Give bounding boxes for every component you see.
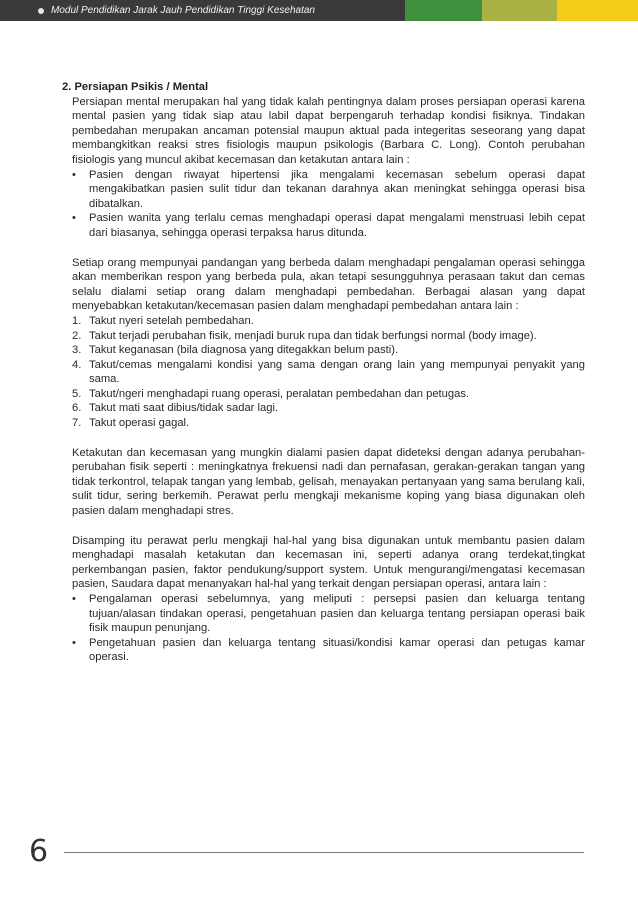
header-olive-block — [482, 0, 557, 21]
fear-paragraph: Setiap orang mempunyai pandangan yang berbeda dalam menghadapi pengalaman operasi sehingga akan memberikan respon yang berbeda pula, akan tetapi sesungguhnya perasaan takut dan cemas selalu dialami setiap orang dalam menghadapi pembedahan. Berbagai alasan yang dapat menyebabkan ketakutan/kecemasan pasien dalam menghadapi pembedahan antara lain : — [72, 256, 585, 313]
bullet-icon: • — [72, 636, 76, 649]
list-item: 5. Takut/ngeri menghadapi ruang operasi, peralatan pembedahan dan petugas. — [72, 387, 470, 400]
list-item: • Pengalaman operasi sebelumnya, yang meliputi : persepsi pasien dan keluarga tentang tujuan/alasan tindakan operasi, pengetahuan pasien dan keluarga tentang persiapan operasi baik fisik maupun penunjang. — [72, 593, 585, 635]
bullet-icon: • — [72, 168, 76, 181]
fear-list — [58, 314, 585, 431]
bullet-icon: • — [72, 212, 76, 225]
footer-divider — [64, 852, 584, 853]
header-yellow-block — [557, 0, 638, 21]
page-content — [58, 80, 585, 665]
header-title: Modul Pendidikan Jarak Jauh Pendidikan Tinggi Kesehatan — [51, 5, 315, 16]
list-item: • Pengetahuan pasien dan keluarga tentang situasi/kondisi kamar operasi dan petugas kamar operasi. — [72, 636, 585, 664]
list-item: 7. Takut operasi gagal. — [72, 417, 190, 430]
question-list — [58, 592, 585, 665]
list-item: 1. Takut nyeri setelah pembedahan. — [72, 314, 254, 327]
assessment-paragraph: Disamping itu perawat perlu mengkaji hal-hal yang bisa digunakan untuk membantu pasien dalam menghadapi masalah ketakutan dan kecemasan ini, seperti adanya orang terdekat,tingkat perkembangan pasien, faktor pendukung/support system. Untuk mengurangi/mengatasi kecemasan pasien, Saudara dapat menanyakan hal-hal yang terkait dengan persiapan operasi, antara lain : — [72, 534, 585, 591]
list-item: • Pasien dengan riwayat hipertensi jika mengalami kecemasan sebelum operasi dapat mengakibatkan pasien sulit tidur dan tekanan darahnya akan meningkat sehingga operasi bisa dibatalkan. — [72, 168, 585, 210]
detection-paragraph: Ketakutan dan kecemasan yang mungkin dialami pasien dapat dideteksi dengan adanya perubahan-perubahan fisik seperti : meningkatnya frekuensi nadi dan pernafasan, gerakan-gerakan tangan yang tidak terkontrol, telapak tangan yang lembab, gelisah, menayakan pertanyaan yang sama berulang kali, sulit tidur, sering berkemih. Perawat perlu mengkaji mekanisme koping yang biasa digunakan oleh pasien dalam menghadapi stres. — [72, 446, 585, 518]
list-item: 4. Takut/cemas mengalami kondisi yang sama dengan orang lain yang mempunyai penyakit yang sama. — [72, 358, 585, 386]
section-title: 2. Persiapan Psikis / Mental — [62, 81, 209, 93]
header-title-segment — [0, 0, 405, 21]
header-bar — [0, 0, 638, 21]
list-item: 3. Takut keganasan (bila diagnosa yang ditegakkan belum pasti). — [72, 344, 399, 357]
bullet-icon: • — [72, 593, 76, 605]
intro-paragraph: Persiapan mental merupakan hal yang tidak kalah pentingnya dalam proses persiapan operasi karena mental pasien yang tidak siap atau labil dapat berpengaruh terhadap kondisi fisiknya. Tindakan pembedahan merupakan ancaman potensial maupun aktual pada integeritas seseorang yang dapat membangkitkan reaksi stres fisiologis maupun psikologis (Barbara C. Long). Contoh perubahan fisiologis yang muncul akibat kecemasan dan ketakutan antara lain : — [72, 95, 585, 166]
example-list — [58, 168, 585, 241]
list-item: • Pasien wanita yang terlalu cemas menghadapi operasi dapat mengalami menstruasi lebih cepat dari biasanya, sehingga operasi terpaksa harus ditunda. — [72, 212, 585, 239]
list-item: 6. Takut mati saat dibius/tidak sadar lagi. — [72, 402, 279, 415]
bullet-dot-icon — [38, 8, 44, 14]
header-green-block — [405, 0, 482, 21]
page-number: 6 — [29, 834, 49, 869]
list-item: 2. Takut terjadi perubahan fisik, menjadi buruk rupa dan tidak berfungsi normal (body image). — [72, 329, 537, 342]
